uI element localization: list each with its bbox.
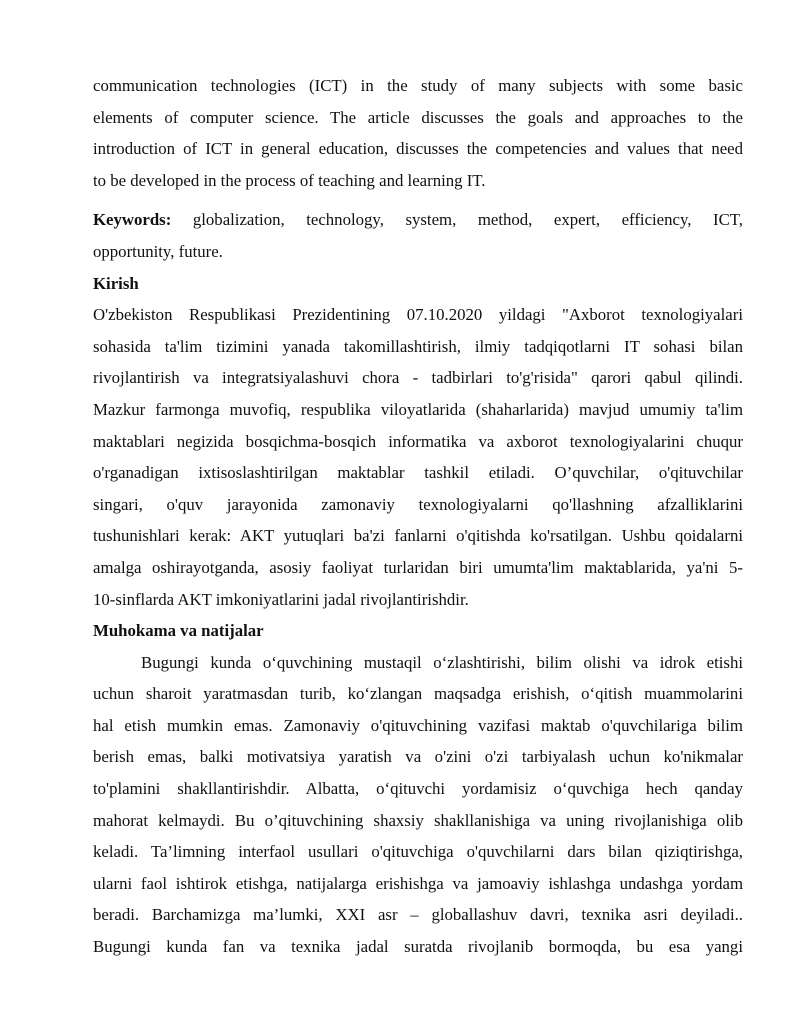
paragraph-line: 10-sinflarda AKT imkoniyatlarini jadal rivojlantirishdir.	[93, 589, 469, 609]
paragraph-line: rivojlantirish va integratsiyalashuvi chora - tadbirlari to'g'risida" qarori qabul qilindi.	[93, 368, 743, 388]
abstract-line: elements of computer science. The article discusses the goals and approaches to the	[93, 107, 743, 127]
section-heading-muhokama: Muhokama va natijalar	[93, 621, 264, 641]
keywords-line	[93, 204, 743, 236]
paragraph-line: keladi. Ta’limning interfaol usullari o'qituvchiga o'quvchilarni dars bilan qiziqtirishga,	[93, 842, 743, 862]
paragraph-line: singari, o'quv jarayonida zamonaviy texnologiyalarni qo'llashning afzalliklarini	[93, 494, 743, 514]
keywords-paragraph	[93, 204, 743, 267]
paragraph-line: beradi. Barchamizga ma’lumki, XXI asr – globallashuv davri, texnika asri deyiladi..	[93, 905, 743, 925]
paragraph-line: Bugungi kunda o‘quvchining mustaqil o‘zlashtirishi, bilim olishi va idrok etishi	[141, 652, 743, 672]
paragraph-line: berish emas, balki motivatsiya yaratish va o'zini o'zi tarbiyalash uchun ko'nikmalar	[93, 747, 743, 767]
paragraph-line: mahorat kelmaydi. Bu o’qituvchining shaxsiy shakllanishiga va uning rivojlanishiga olib	[93, 810, 743, 830]
paragraph-line: maktablari negizida bosqichma-bosqich informatika va axborot texnologiyalarini chuqur	[93, 431, 743, 451]
paragraph-line: amalga oshirayotganda, asosiy faoliyat turlaridan biri umumta'lim maktablarida, ya'ni 5-	[93, 557, 743, 577]
paragraph-line: o'rganadigan ixtisoslashtirilgan maktablar tashkil etiladi. O’quvchilar, o'qituvchilar	[93, 463, 743, 483]
document-body	[93, 70, 743, 963]
keywords-label: Keywords:	[93, 210, 172, 230]
paragraph-line: O'zbekiston Respublikasi Prezidentining 07.10.2020 yildagi "Axborot texnologiyalari	[93, 305, 743, 325]
abstract-line: to be developed in the process of teaching and learning IT.	[93, 170, 486, 190]
muhokama-paragraph	[93, 647, 743, 963]
paragraph-line: to'plamini shakllantirishdir. Albatta, o‘qituvchi yordamisiz o‘quvchiga hech qanday	[93, 779, 743, 799]
abstract-line: introduction of ICT in general education, discusses the competencies and values that need	[93, 139, 743, 159]
paragraph-line: sohasida ta'lim tizimini yanada takomillashtirish, ilmiy tadqiqotlarni IT sohasi bilan	[93, 336, 743, 356]
keywords-text: globalization, technology, system, method, expert, efficiency, ICT,	[171, 210, 743, 230]
abstract-paragraph	[93, 70, 743, 196]
kirish-paragraph	[93, 299, 743, 615]
paragraph-line: Bugungi kunda fan va texnika jadal suratda rivojlanib bormoqda, bu esa yangi	[93, 937, 743, 957]
keywords-line: opportunity, future.	[93, 241, 223, 261]
spacer	[93, 196, 743, 204]
paragraph-line: ularni faol ishtirok etishga, natijalarga erishishga va jamoaviy ishlashga undashga yordam	[93, 873, 743, 893]
paragraph-line: hal etish mumkin emas. Zamonaviy o'qituvchining vazifasi maktab o'quvchilariga bilim	[93, 715, 743, 735]
section-heading-kirish: Kirish	[93, 273, 139, 293]
paragraph-line: uchun sharoit yaratmasdan turib, ko‘zlangan maqsadga erishish, o‘qitish muammolarini	[93, 684, 743, 704]
paragraph-line: Mazkur farmonga muvofiq, respublika viloyatlarida (shaharlarida) mavjud umumiy ta'lim	[93, 399, 743, 419]
paragraph-line: tushunishlari kerak: AKT yutuqlari ba'zi fanlarni o'qitishda ko'rsatilgan. Ushbu qoidalarni	[93, 526, 743, 546]
abstract-line: communication technologies (ICT) in the study of many subjects with some basic	[93, 76, 743, 95]
